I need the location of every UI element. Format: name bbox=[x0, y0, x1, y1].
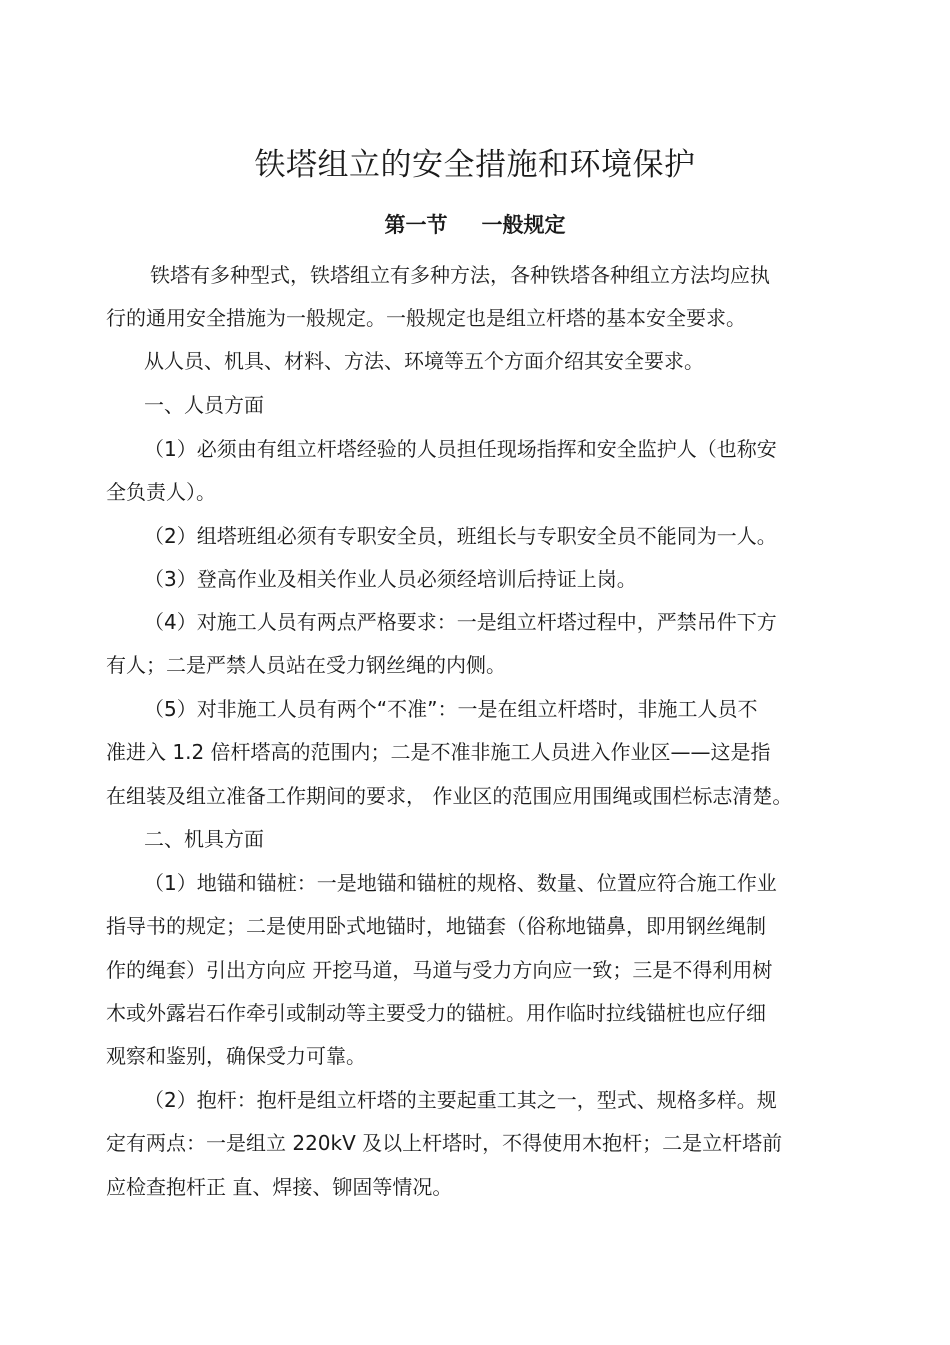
paragraph-line: （4）对施工人员有两点严格要求：一是组立杆塔过程中，严禁吊件下方 bbox=[144, 610, 777, 634]
paragraph-line: 指导书的规定；二是使用卧式地锚时，地锚套（俗称地锚鼻，即用钢丝绳制 bbox=[106, 914, 766, 938]
paragraph-line: 全负责人）。 bbox=[106, 480, 216, 504]
paragraph-line: （3）登高作业及相关作业人员必须经培训后持证上岗。 bbox=[144, 567, 637, 591]
section-heading bbox=[0, 208, 950, 242]
section-name: 一般规定 bbox=[481, 213, 566, 237]
paragraph-line: 定有两点：一是组立 220kV 及以上杆塔时，不得使用木抱杆；二是立杆塔前 bbox=[106, 1131, 783, 1155]
section-number: 第一节 bbox=[384, 213, 448, 237]
paragraph-line: （1）必须由有组立杆塔经验的人员担任现场指挥和安全监护人（也称安 bbox=[144, 437, 777, 461]
paragraph-line: 铁塔有多种型式，铁塔组立有多种方法，各种铁塔各种组立方法均应执 bbox=[150, 263, 770, 287]
document-title: 铁塔组立的安全措施和环境保护 bbox=[254, 147, 696, 183]
paragraph-line: 应检查抱杆正 直、焊接、铆固等情况。 bbox=[106, 1175, 453, 1199]
paragraph-line: 行的通用安全措施为一般规定。一般规定也是组立杆塔的基本安全要求。 bbox=[106, 306, 746, 330]
paragraph-line: 在组装及组立准备工作期间的要求， 作业区的范围应用围绳或围栏标志清楚。 bbox=[106, 784, 793, 808]
paragraph-line: 从人员、机具、材料、方法、环境等五个方面介绍其安全要求。 bbox=[144, 349, 704, 373]
paragraph-line: 木或外露岩石作牵引或制动等主要受力的锚桩。用作临时拉线锚桩也应仔细 bbox=[106, 1001, 766, 1025]
paragraph-line: （2）组塔班组必须有专职安全员，班组长与专职安全员不能同为一人。 bbox=[144, 524, 777, 548]
paragraph-line: 有人；二是严禁人员站在受力钢丝绳的内侧。 bbox=[106, 653, 506, 677]
subsection-heading: 一、人员方面 bbox=[144, 393, 264, 417]
paragraph-line: 作的绳套）引出方向应 开挖马道，马道与受力方向应一致；三是不得利用树 bbox=[106, 958, 773, 982]
paragraph-line: （1）地锚和锚桩：一是地锚和锚桩的规格、数量、位置应符合施工作业 bbox=[144, 871, 777, 895]
paragraph-line: （5）对非施工人员有两个“不准”：一是在组立杆塔时，非施工人员不 bbox=[144, 697, 758, 721]
paragraph-line: （2）抱杆：抱杆是组立杆塔的主要起重工其之一，型式、规格多样。规 bbox=[144, 1088, 777, 1112]
subsection-heading: 二、机具方面 bbox=[144, 827, 264, 851]
paragraph-line: 准进入 1.2 倍杆塔高的范围内；二是不准非施工人员进入作业区——这是指 bbox=[106, 740, 771, 764]
paragraph-line: 观察和鉴别，确保受力可靠。 bbox=[106, 1044, 366, 1068]
